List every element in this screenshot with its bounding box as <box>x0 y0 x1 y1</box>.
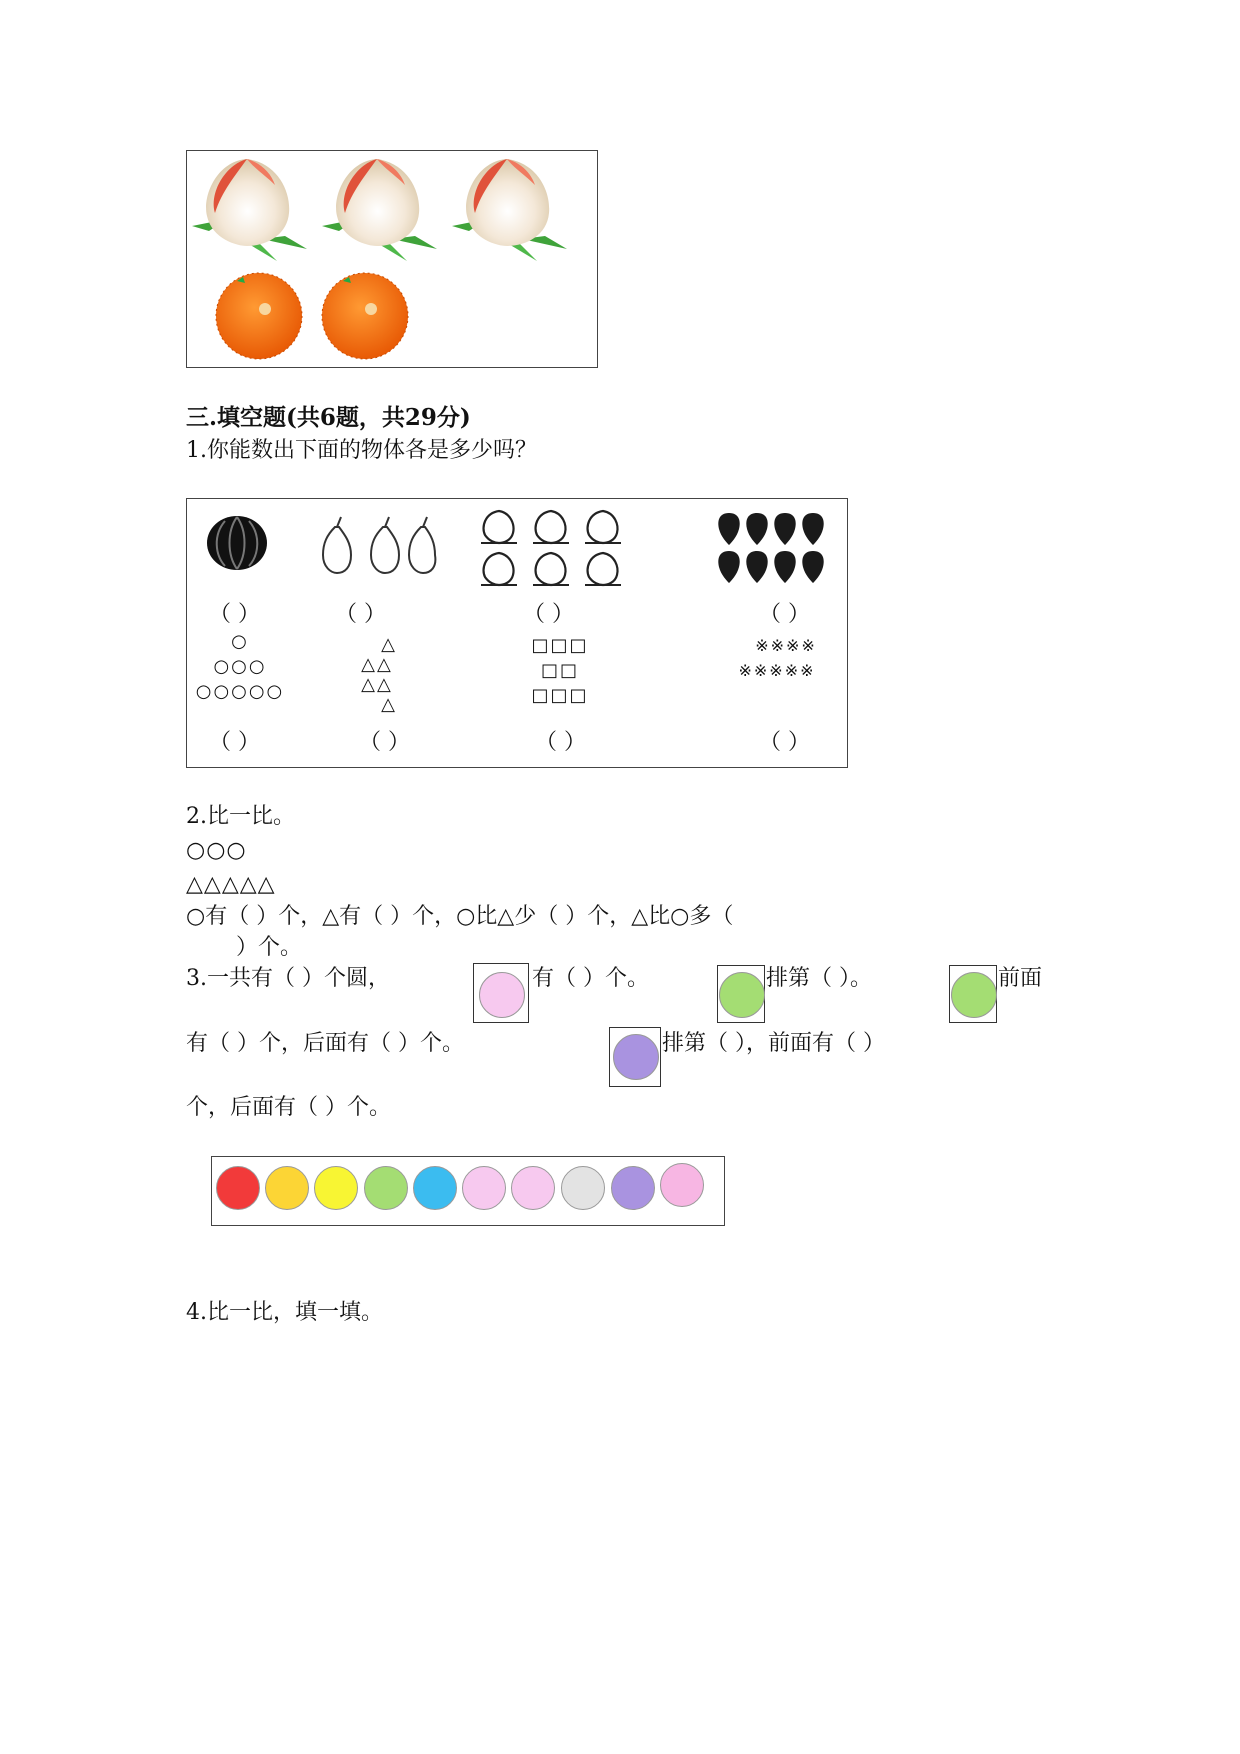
green-circle-reference-2 <box>949 965 997 1023</box>
answer-paren-stars[interactable]: （ ） <box>759 730 810 755</box>
colored-circle-row <box>211 1156 725 1226</box>
peach-3 <box>452 159 567 261</box>
strawberry-icons <box>715 507 835 587</box>
q2-blank-line-1[interactable]: ○有（ ）个，△有（ ）个，○比△少（ ）个，△比○多（ <box>186 904 734 929</box>
answer-paren-squares[interactable]: （ ） <box>535 730 586 755</box>
triangles-group: △ △△ △△ △ <box>361 634 397 715</box>
circles-pyramid: ○ ○○○ ○○○○○ <box>195 631 285 702</box>
answer-paren-circles[interactable]: （ ） <box>209 730 260 755</box>
circle-10 <box>660 1163 704 1207</box>
q3-line2-part2[interactable]: 排第（ ），前面有（ ） <box>662 1031 885 1056</box>
peach-outline-icons <box>477 505 637 591</box>
circle-1 <box>216 1166 260 1210</box>
answer-paren-triangles[interactable]: （ ） <box>359 730 410 755</box>
q3-line1-part4: 前面 <box>998 966 1043 991</box>
pink-circle-reference <box>473 963 529 1023</box>
orange-1 <box>216 273 302 359</box>
circle-4 <box>364 1166 408 1210</box>
peach-1 <box>192 159 307 261</box>
circle-5 <box>413 1166 457 1210</box>
answer-paren-strawberries[interactable]: （ ） <box>759 602 810 627</box>
question-1-text: 1.你能数出下面的物体各是多少吗？ <box>186 438 537 463</box>
answer-paren-pears[interactable]: （ ） <box>335 602 386 627</box>
q2-blank-line-2[interactable]: ）个。 <box>236 935 303 960</box>
pear-icons <box>317 513 437 575</box>
answer-paren-peaches[interactable]: （ ） <box>523 602 574 627</box>
stars-group: ※※※※ ※※※※※ <box>738 636 817 680</box>
q3-line1-part2[interactable]: 有（ ）个。 <box>532 966 649 991</box>
purple-circle-reference <box>609 1027 661 1087</box>
green-circle-reference-1 <box>717 965 765 1023</box>
q3-line2-part1[interactable]: 有（ ）个，后面有（ ）个。 <box>186 1031 464 1056</box>
circle-6 <box>462 1166 506 1210</box>
answer-paren-watermelon[interactable]: （ ） <box>209 602 260 627</box>
question-2-text: 2.比一比。 <box>186 804 295 829</box>
circle-7 <box>511 1166 555 1210</box>
section-heading: 三.填空题(共6题，共29分) <box>186 404 471 431</box>
circle-8 <box>561 1166 605 1210</box>
circle-2 <box>265 1166 309 1210</box>
watermelon-icon <box>205 513 269 573</box>
q3-line3[interactable]: 个，后面有（ ）个。 <box>186 1095 391 1120</box>
q2-triangles: △△△△△ <box>186 872 276 897</box>
circle-3 <box>314 1166 358 1210</box>
fruit-illustration <box>187 151 597 367</box>
peach-2 <box>322 159 437 261</box>
q3-line1-part1[interactable]: 3.一共有（ ）个圆， <box>186 966 390 991</box>
orange-2 <box>322 273 408 359</box>
question-4-text: 4.比一比，填一填。 <box>186 1300 383 1325</box>
squares-group: □□□ □□ □□□ <box>531 635 589 706</box>
fruit-picture-box <box>186 150 598 368</box>
circle-9 <box>611 1166 655 1210</box>
q3-line1-part3[interactable]: 排第（ ）。 <box>766 966 872 991</box>
q2-circles: ○○○ <box>186 838 247 863</box>
counting-objects-box <box>186 498 848 768</box>
